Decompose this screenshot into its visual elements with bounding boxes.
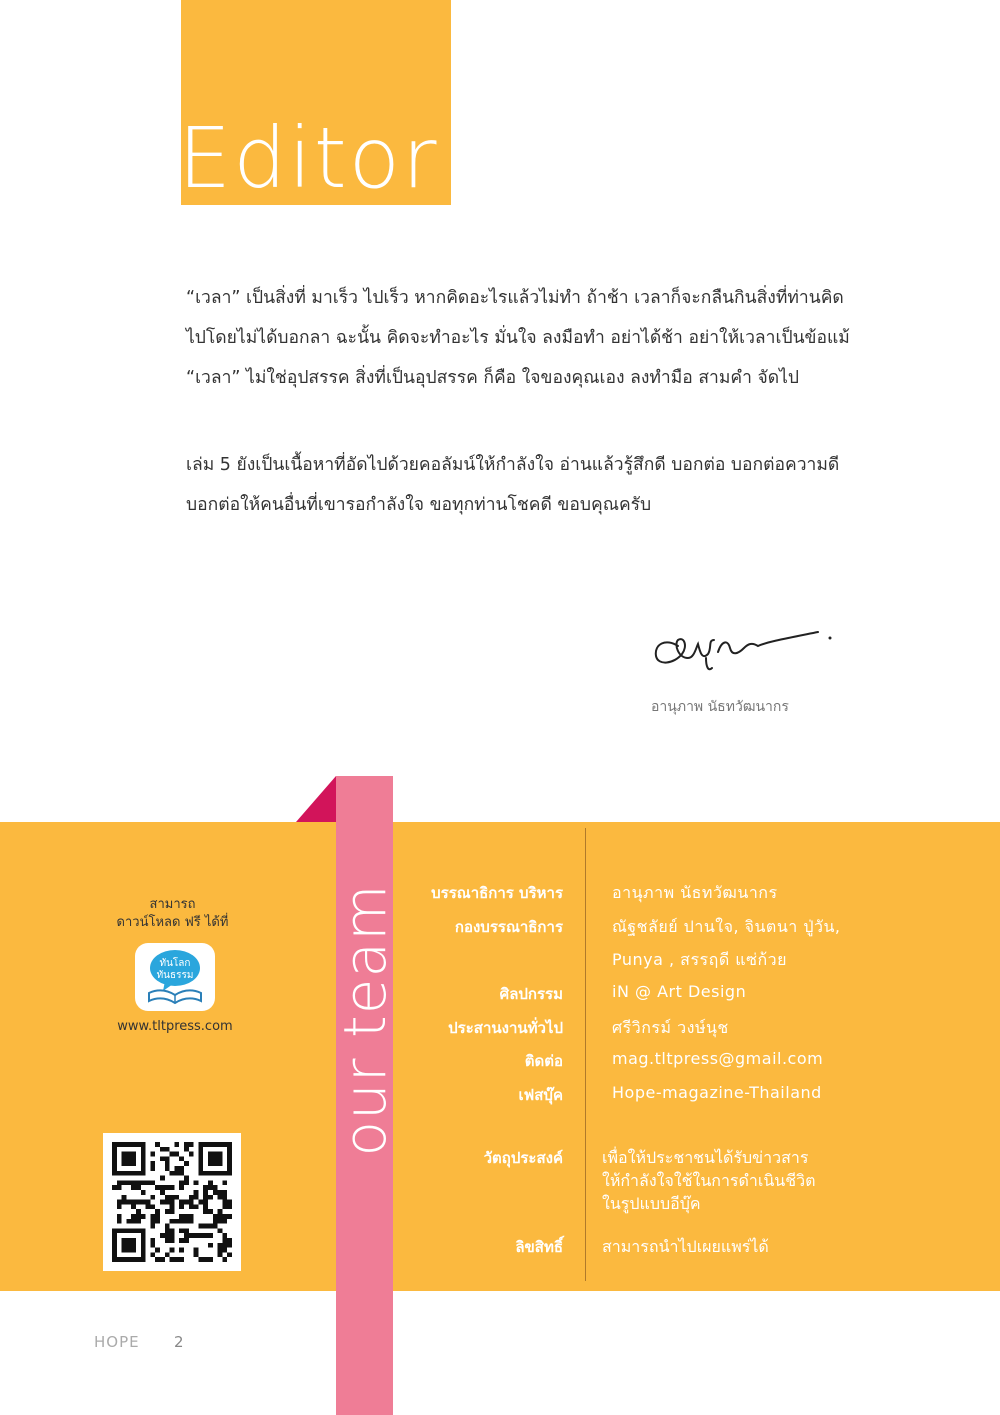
value-facebook[interactable]: Hope-magazine-Thailand [612, 1083, 822, 1102]
paragraph-line: บอกต่อให้คนอื่นที่เขารอกำลังใจ ขอทุกท่านโชคดี ขอบคุณครับ [186, 495, 652, 515]
value-editorial-team: ณัฐชลัยย์ ปานใจ, จินตนา ปู่วัน, [612, 917, 841, 936]
value-copyright: สามารถนำไปเผยแพร่ได้ [602, 1237, 769, 1256]
footer-magazine-name: HOPE [94, 1333, 140, 1351]
page-title: Editor [178, 109, 439, 207]
book-speech-icon [135, 943, 215, 1011]
app-icon-label: ทันโลก [159, 958, 191, 969]
label-contact: ติดต่อ [524, 1052, 563, 1070]
download-line: ดาวน์โหลด ฟรี ได้ที่ [116, 915, 229, 930]
page-number: 2 [174, 1333, 184, 1351]
qr-code-icon [112, 1142, 232, 1262]
value-editorial-team-cont: Punya , สรรฤดี แซ่ก้วย [612, 950, 788, 969]
objective-line: ในรูปแบบอีบุ๊ค [602, 1194, 701, 1213]
ribbon-fold [296, 776, 336, 822]
app-icon[interactable] [135, 943, 215, 1011]
paragraph-line: “เวลา” ไม่ใช่อุปสรรค สิ่งที่เป็นอุปสรรค ก็คือ ใจของคุณเอง ลงทำมือ สามคำ จัดไป [186, 368, 800, 388]
website-link[interactable]: www.tltpress.com [117, 1019, 233, 1034]
label-facebook: เฟสบุ๊ค [518, 1086, 563, 1104]
label-coordinator: ประสานงานทั่วไป [448, 1019, 563, 1037]
paragraph-line: “เวลา” เป็นสิ่งที่ มาเร็ว ไปเร็ว หากคิดอะไรแล้วไม่ทำ ถ้าช้า เวลาก็จะกลืนกินสิ่งที่ท่านคิด [186, 288, 844, 308]
team-title: our team [331, 883, 399, 1157]
paragraph-line: เล่ม 5 ยังเป็นเนื้อหาที่อัดไปด้วยคอลัมน์ให้กำลังใจ อ่านแล้วรู้สึกดี บอกต่อ บอกต่อความดี [186, 455, 840, 475]
download-text [100, 896, 245, 932]
value-executive-editor: อานุภาพ นัธทวัฒนากร [612, 883, 778, 902]
value-art: iN @ Art Design [612, 982, 747, 1001]
editor-signature [648, 618, 838, 674]
app-icon-label: ทันธรรม [156, 970, 194, 981]
objective-line: ให้กำลังใจใช้ในการดำเนินชีวิต [602, 1171, 816, 1190]
editorial-paragraph-2 [186, 445, 926, 525]
divider-line [585, 828, 586, 1281]
value-objective [602, 1146, 815, 1215]
paragraph-line: ไปโดยไม่ได้บอกลา ฉะนั้น คิดจะทำอะไร มั่นใจ ลงมือทำ อย่าได้ช้า อย่าให้เวลาเป็นข้อแม้ [186, 328, 850, 348]
objective-line: เพื่อให้ประชาชนได้รับข่าวสาร [602, 1148, 809, 1167]
editor-name: อานุภาพ นัธทวัฒนากร [651, 699, 789, 715]
value-contact-email[interactable]: mag.tltpress@gmail.com [612, 1049, 824, 1068]
value-coordinator: ศรีวิกรม์ วงษ์นุช [612, 1018, 729, 1037]
download-line: สามารถ [149, 897, 196, 912]
label-editorial-team: กองบรรณาธิการ [454, 918, 563, 936]
label-objective: วัตถุประสงค์ [483, 1149, 563, 1167]
label-art: ศิลปกรรม [499, 985, 563, 1003]
label-executive-editor: บรรณาธิการ บริหาร [431, 884, 563, 902]
label-copyright: ลิขสิทธิ์ [515, 1238, 563, 1256]
qr-code [103, 1133, 241, 1271]
editorial-paragraph-1 [186, 278, 926, 398]
